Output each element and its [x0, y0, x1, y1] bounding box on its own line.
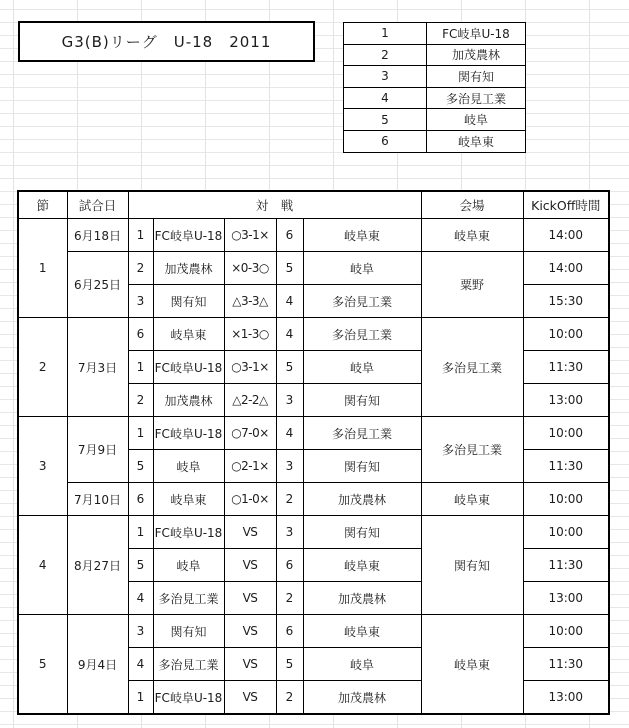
header-match: 対 戦	[128, 191, 421, 219]
kickoff-cell: 14:00	[523, 252, 609, 285]
home-number-cell: 3	[128, 285, 153, 318]
score-cell: ○2-1×	[224, 450, 276, 483]
away-team-cell: 岐阜	[303, 351, 421, 384]
team-number-cell: 4	[344, 87, 427, 109]
header-venue: 会場	[421, 191, 523, 219]
away-number-cell: 6	[276, 219, 303, 252]
away-team-cell: 多治見工業	[303, 285, 421, 318]
home-number-cell: 3	[128, 615, 153, 648]
home-team-cell: 加茂農林	[153, 384, 224, 417]
away-number-cell: 4	[276, 285, 303, 318]
away-number-cell: 2	[276, 681, 303, 715]
away-team-cell: 関有知	[303, 384, 421, 417]
date-cell: 7月9日	[67, 417, 128, 483]
away-number-cell: 6	[276, 615, 303, 648]
round-cell: 5	[18, 615, 67, 715]
away-team-cell: 岐阜東	[303, 219, 421, 252]
away-team-cell: 加茂農林	[303, 681, 421, 715]
score-cell: VS	[224, 615, 276, 648]
home-team-cell: 関有知	[153, 285, 224, 318]
date-cell: 8月27日	[67, 516, 128, 615]
kickoff-cell: 15:30	[523, 285, 609, 318]
venue-cell: 岐阜東	[421, 483, 523, 516]
match-row	[18, 219, 609, 252]
team-number-cell: 2	[344, 44, 427, 66]
header-kickoff: KickOff時間	[523, 191, 609, 219]
away-team-cell: 関有知	[303, 450, 421, 483]
home-team-cell: FC岐阜U-18	[153, 351, 224, 384]
team-name-cell: 岐阜東	[427, 130, 526, 152]
home-number-cell: 1	[128, 681, 153, 715]
match-row	[18, 252, 609, 285]
score-cell: ×0-3○	[224, 252, 276, 285]
score-cell: △3-3△	[224, 285, 276, 318]
away-number-cell: 2	[276, 483, 303, 516]
team-row	[344, 66, 526, 88]
team-row	[344, 44, 526, 66]
home-team-cell: FC岐阜U-18	[153, 219, 224, 252]
score-cell: ○7-0×	[224, 417, 276, 450]
away-number-cell: 5	[276, 648, 303, 681]
kickoff-cell: 13:00	[523, 384, 609, 417]
score-cell: VS	[224, 648, 276, 681]
date-cell: 7月10日	[67, 483, 128, 516]
score-cell: ○3-1×	[224, 351, 276, 384]
date-cell: 6月25日	[67, 252, 128, 318]
home-team-cell: FC岐阜U-18	[153, 681, 224, 715]
team-number-cell: 3	[344, 66, 427, 88]
venue-cell: 関有知	[421, 516, 523, 615]
away-number-cell: 4	[276, 417, 303, 450]
kickoff-cell: 13:00	[523, 681, 609, 715]
match-row	[18, 483, 609, 516]
away-team-cell: 岐阜	[303, 648, 421, 681]
team-name-cell: 岐阜	[427, 109, 526, 131]
score-cell: ○1-0×	[224, 483, 276, 516]
home-team-cell: 岐阜東	[153, 318, 224, 351]
home-team-cell: 関有知	[153, 615, 224, 648]
kickoff-cell: 14:00	[523, 219, 609, 252]
away-team-cell: 関有知	[303, 516, 421, 549]
home-number-cell: 4	[128, 648, 153, 681]
team-number-cell: 5	[344, 109, 427, 131]
score-cell: VS	[224, 582, 276, 615]
home-number-cell: 1	[128, 351, 153, 384]
kickoff-cell: 10:00	[523, 615, 609, 648]
match-row	[18, 417, 609, 450]
team-name-cell: FC岐阜U-18	[427, 23, 526, 45]
match-row	[18, 318, 609, 351]
away-number-cell: 2	[276, 582, 303, 615]
home-team-cell: 多治見工業	[153, 648, 224, 681]
round-cell: 2	[18, 318, 67, 417]
home-number-cell: 1	[128, 516, 153, 549]
home-team-cell: FC岐阜U-18	[153, 516, 224, 549]
away-team-cell: 多治見工業	[303, 417, 421, 450]
round-cell: 4	[18, 516, 67, 615]
home-number-cell: 5	[128, 549, 153, 582]
away-team-cell: 岐阜	[303, 252, 421, 285]
date-cell: 9月4日	[67, 615, 128, 715]
kickoff-cell: 13:00	[523, 582, 609, 615]
venue-cell: 粟野	[421, 252, 523, 318]
home-team-cell: 加茂農林	[153, 252, 224, 285]
team-name-cell: 加茂農林	[427, 44, 526, 66]
schedule-table	[17, 190, 610, 715]
venue-cell: 岐阜東	[421, 615, 523, 715]
home-number-cell: 2	[128, 384, 153, 417]
kickoff-cell: 10:00	[523, 483, 609, 516]
home-number-cell: 1	[128, 219, 153, 252]
match-row	[18, 516, 609, 549]
header-round: 節	[18, 191, 67, 219]
date-cell: 7月3日	[67, 318, 128, 417]
round-cell: 1	[18, 219, 67, 318]
away-team-cell: 加茂農林	[303, 483, 421, 516]
home-number-cell: 1	[128, 417, 153, 450]
home-number-cell: 6	[128, 318, 153, 351]
venue-cell: 多治見工業	[421, 318, 523, 417]
kickoff-cell: 11:30	[523, 351, 609, 384]
date-cell: 6月18日	[67, 219, 128, 252]
team-row	[344, 109, 526, 131]
away-number-cell: 3	[276, 450, 303, 483]
home-team-cell: 多治見工業	[153, 582, 224, 615]
score-cell: ○3-1×	[224, 219, 276, 252]
score-cell: ×1-3○	[224, 318, 276, 351]
home-team-cell: 岐阜	[153, 450, 224, 483]
away-number-cell: 3	[276, 384, 303, 417]
kickoff-cell: 11:30	[523, 450, 609, 483]
score-cell: VS	[224, 549, 276, 582]
score-cell: △2-2△	[224, 384, 276, 417]
home-team-cell: 岐阜東	[153, 483, 224, 516]
home-team-cell: FC岐阜U-18	[153, 417, 224, 450]
venue-cell: 岐阜東	[421, 219, 523, 252]
team-row	[344, 23, 526, 45]
away-team-cell: 多治見工業	[303, 318, 421, 351]
league-title: G3(B)リーグ U-18 2011	[61, 33, 272, 51]
away-number-cell: 4	[276, 318, 303, 351]
league-title-box	[18, 21, 315, 62]
score-cell: VS	[224, 516, 276, 549]
away-team-cell: 岐阜東	[303, 549, 421, 582]
home-number-cell: 6	[128, 483, 153, 516]
away-number-cell: 5	[276, 351, 303, 384]
team-number-cell: 6	[344, 130, 427, 152]
match-row	[18, 615, 609, 648]
home-number-cell: 4	[128, 582, 153, 615]
home-number-cell: 2	[128, 252, 153, 285]
venue-cell: 多治見工業	[421, 417, 523, 483]
kickoff-cell: 11:30	[523, 549, 609, 582]
away-number-cell: 6	[276, 549, 303, 582]
team-list-table	[343, 22, 526, 153]
away-number-cell: 5	[276, 252, 303, 285]
home-team-cell: 岐阜	[153, 549, 224, 582]
schedule-header-row	[18, 191, 609, 219]
team-row	[344, 130, 526, 152]
score-cell: VS	[224, 681, 276, 715]
kickoff-cell: 10:00	[523, 318, 609, 351]
away-team-cell: 岐阜東	[303, 615, 421, 648]
team-name-cell: 関有知	[427, 66, 526, 88]
home-number-cell: 5	[128, 450, 153, 483]
team-number-cell: 1	[344, 23, 427, 45]
kickoff-cell: 11:30	[523, 648, 609, 681]
team-name-cell: 多治見工業	[427, 87, 526, 109]
round-cell: 3	[18, 417, 67, 516]
kickoff-cell: 10:00	[523, 417, 609, 450]
header-date: 試合日	[67, 191, 128, 219]
kickoff-cell: 10:00	[523, 516, 609, 549]
team-row	[344, 87, 526, 109]
away-team-cell: 加茂農林	[303, 582, 421, 615]
away-number-cell: 3	[276, 516, 303, 549]
